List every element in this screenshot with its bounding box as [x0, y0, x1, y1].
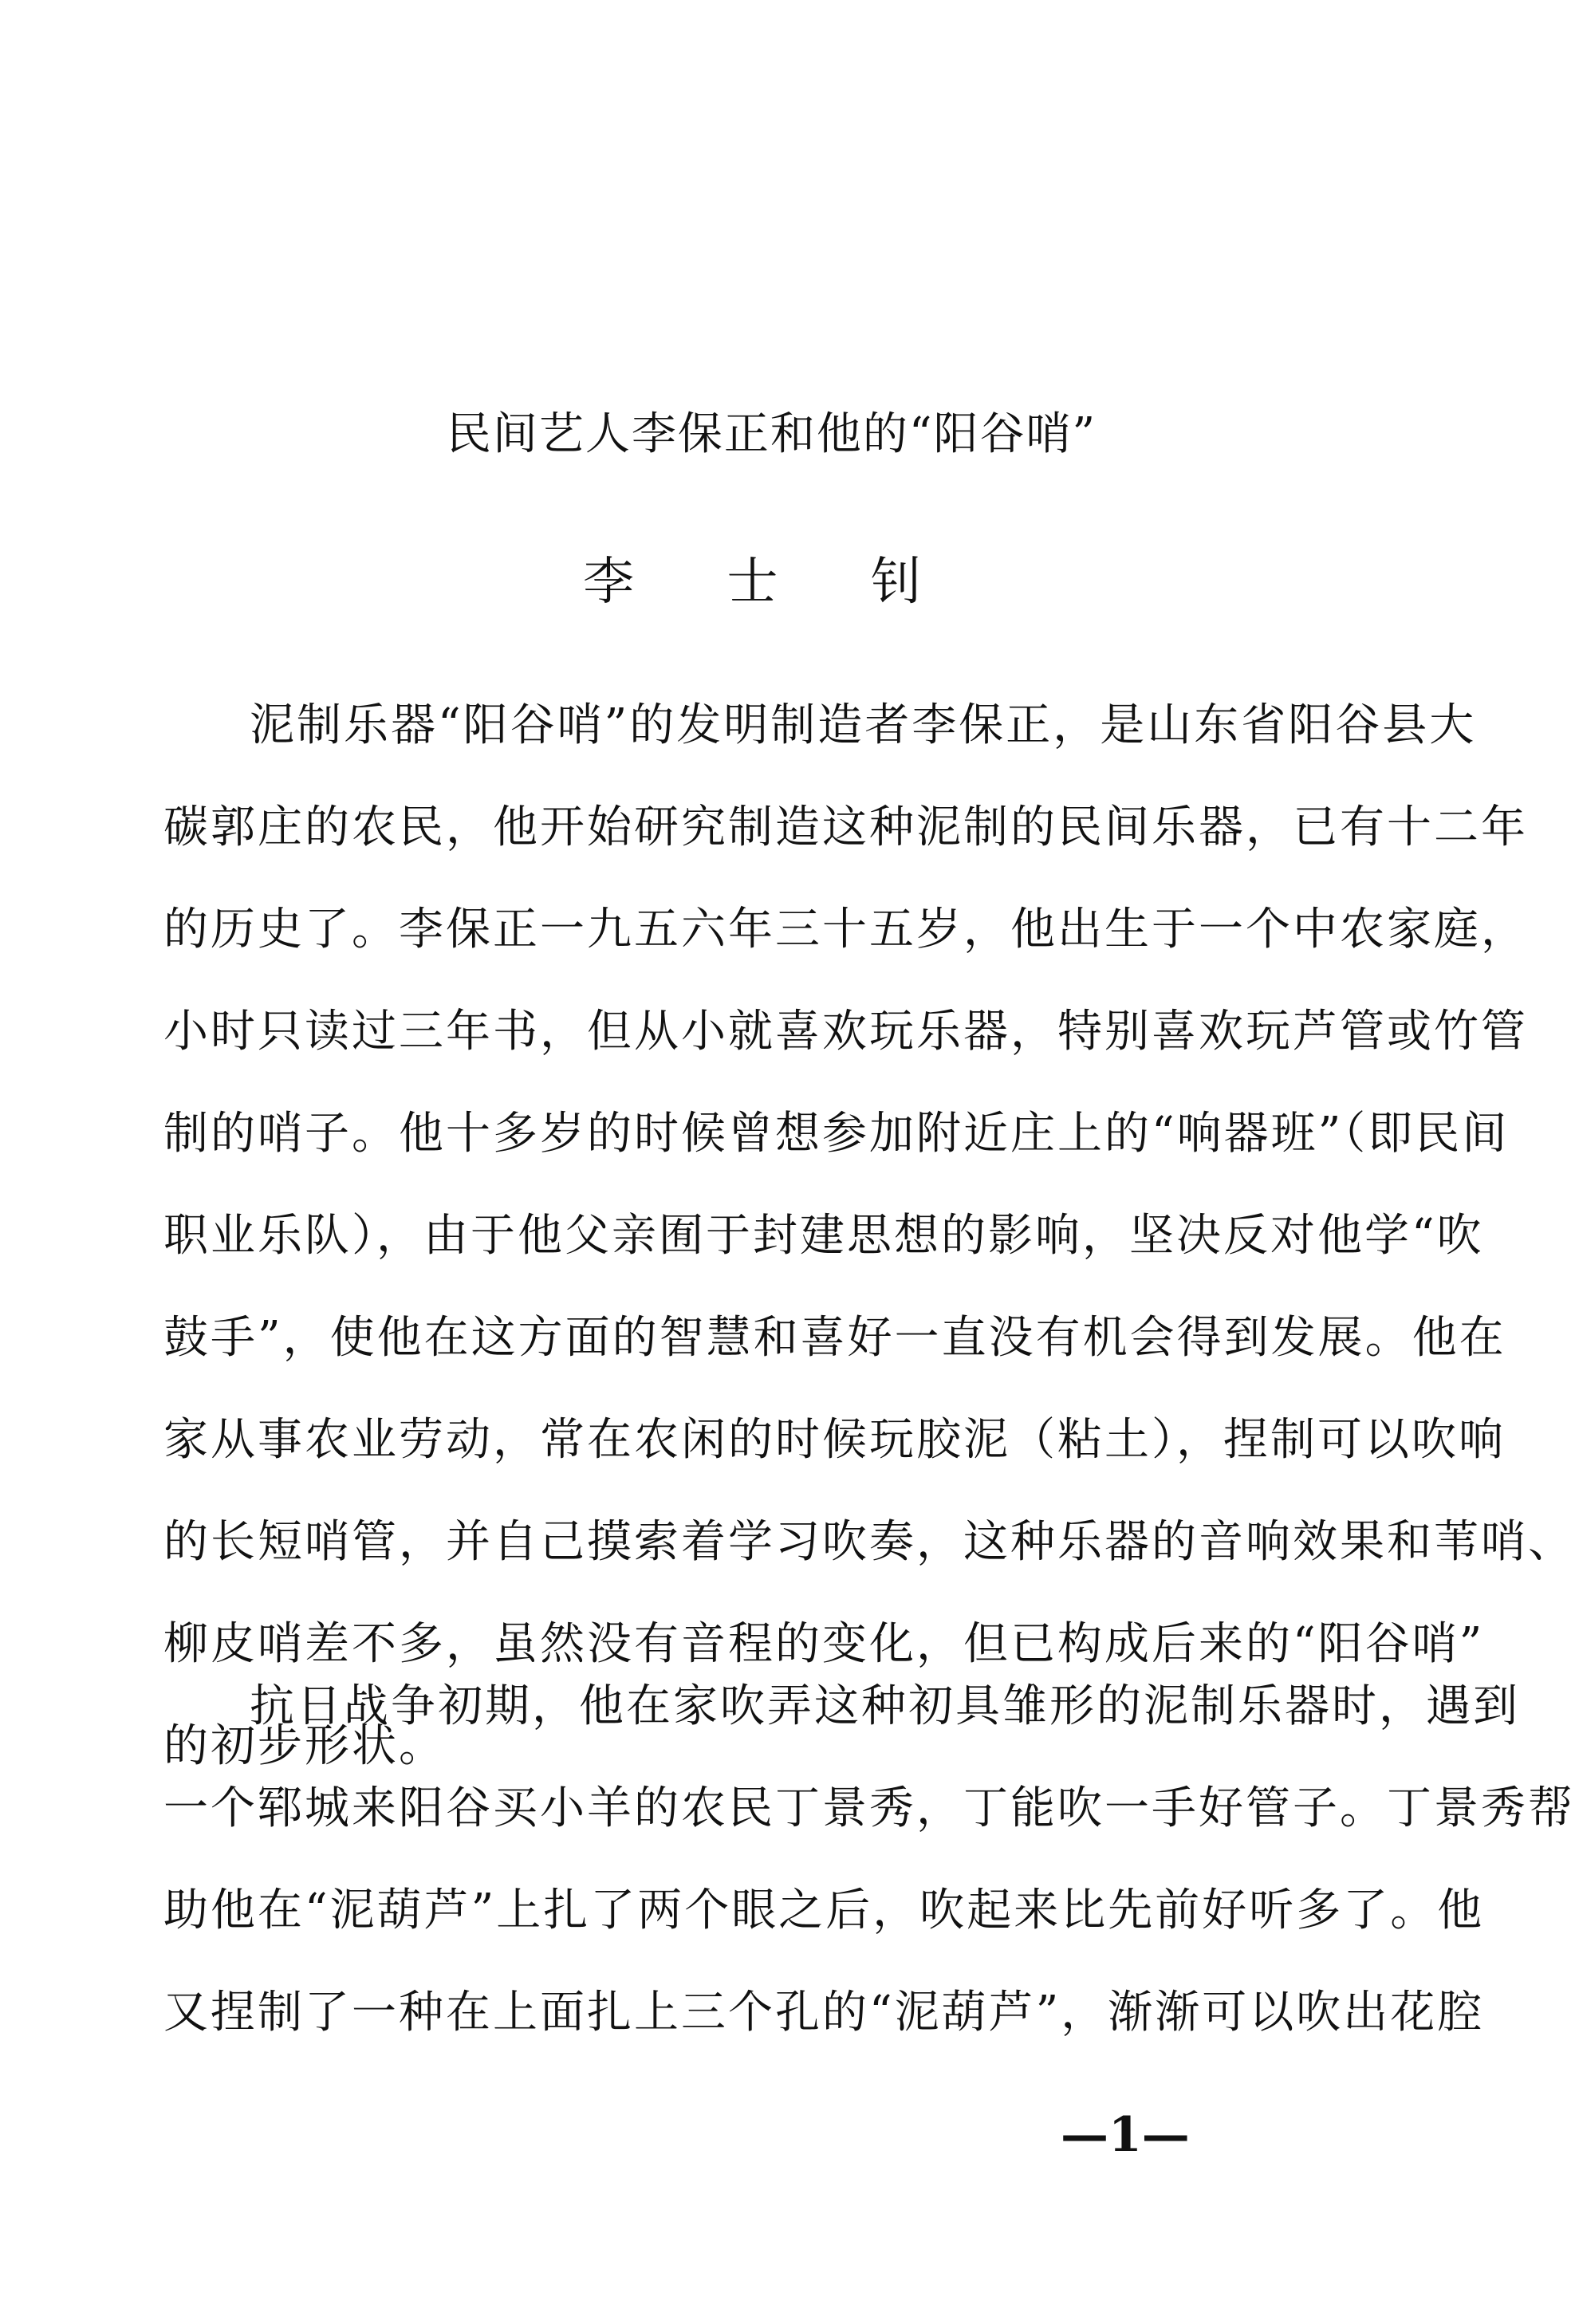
text-line: 的历史了。李保正一九五六年三十五岁，他出生于一个中农家庭， — [163, 904, 1528, 955]
text-line: 制的哨子。他十多岁的时候曾想参加附近庄上的“响器班”（即民间 — [163, 1108, 1510, 1160]
paragraph-2 — [163, 1656, 1575, 2064]
author-name: 李 士 钊 — [583, 553, 960, 612]
text-line: 的初步形状。 — [163, 1720, 446, 1772]
paragraph-1 — [163, 675, 1575, 1798]
text-line: 碳郭庄的农民，他开始研究制造这种泥制的民间乐器，已有十二年 — [163, 802, 1528, 853]
text-line: 又捏制了一种在上面扎上三个孔的“泥葫芦”，渐渐可以吹出花腔 — [163, 1987, 1485, 2038]
text-line: 鼓手”，使他在这方面的智慧和喜好一直没有机会得到发展。他在 — [163, 1312, 1506, 1364]
text-line: 职业乐队），由于他父亲囿于封建思想的影响，坚决反对他学“吹 — [163, 1210, 1484, 1262]
article-title: 民间艺人李保正和他的“阳谷哨” — [446, 408, 1097, 460]
text-line: 助他在“泥葫芦”上扎了两个眼之后，吹起来比先前好听多了。他 — [163, 1885, 1485, 1936]
text-line: 家从事农业劳动，常在农闲的时候玩胶泥（粘土），捏制可以吹响 — [163, 1414, 1506, 1466]
text-line: 的长短哨管，并自己摸索着学习吹奏，这种乐器的音响效果和苇哨、 — [163, 1516, 1575, 1568]
page-number: —1— — [1061, 2107, 1190, 2163]
text-line: 小时只读过三年书，但从小就喜欢玩乐器，特别喜欢玩芦管或竹管 — [163, 1006, 1528, 1058]
text-line: 一个郓城来阳谷买小羊的农民丁景秀，丁能吹一手好管子。丁景秀帮 — [163, 1782, 1575, 1834]
text-line: 抗日战争初期，他在家吹弄这种初具雏形的泥制乐器时，遇到 — [250, 1680, 1520, 1732]
text-line: 泥制乐器“阳谷哨”的发明制造者李保正，是山东省阳谷县大 — [250, 699, 1477, 751]
text-line: 柳皮哨差不多，虽然没有音程的变化，但已构成后来的“阳谷哨” — [163, 1618, 1485, 1670]
